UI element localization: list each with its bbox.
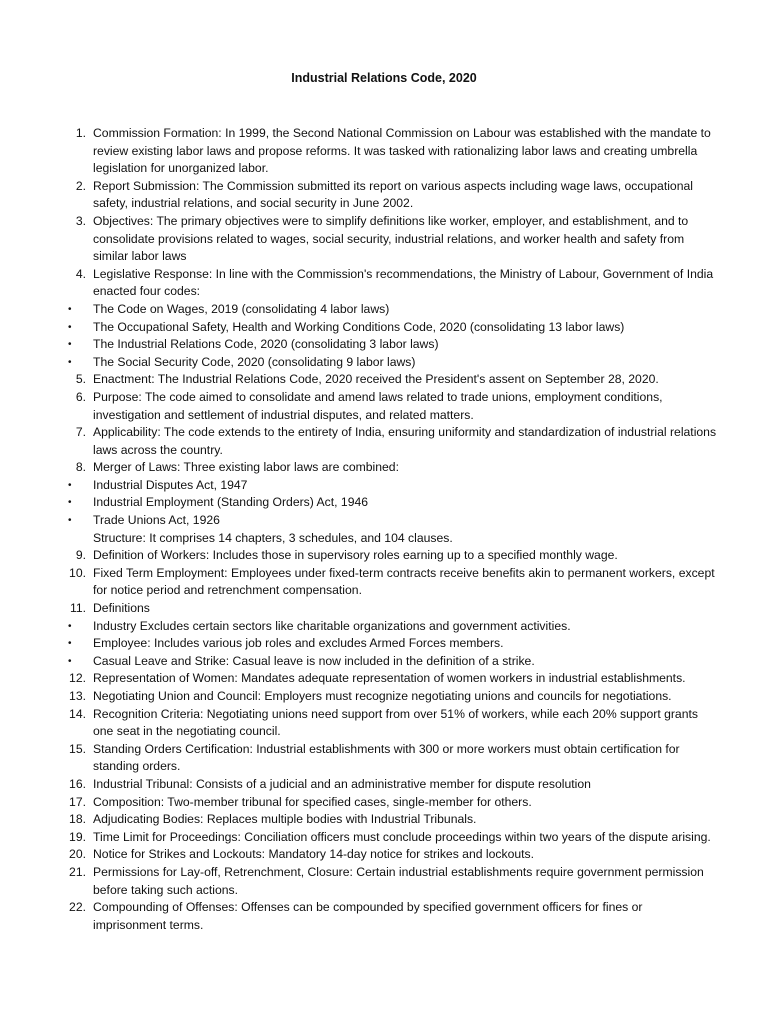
numbered-list xyxy=(0,125,768,934)
bullet-marker: • xyxy=(68,655,72,667)
bullet-item xyxy=(0,494,768,512)
list-item xyxy=(0,600,768,618)
list-item xyxy=(0,178,768,213)
item-text: Compounding of Offenses: Offenses can be compounded by specified government officers for fines or imprisonment terms. xyxy=(93,900,643,932)
bullet-marker: • xyxy=(68,356,72,368)
bullet-marker: • xyxy=(68,303,72,315)
item-number: 13. xyxy=(69,689,86,703)
bullet-marker: • xyxy=(68,497,72,509)
list-item xyxy=(0,864,768,899)
list-item xyxy=(0,741,768,776)
item-text: Standing Orders Certification: Industrial establishments with 300 or more workers must obtain certification for standing orders. xyxy=(93,741,680,774)
list-item xyxy=(0,670,768,688)
item-number: 3. xyxy=(75,213,86,228)
item-number: 22. xyxy=(69,900,86,915)
item-number: 10. xyxy=(69,565,86,580)
item-number: 15. xyxy=(69,741,86,756)
bullet-item xyxy=(0,319,768,337)
list-item xyxy=(0,706,768,741)
item-text: Industrial Tribunal: Consists of a judicial and an administrative member for dispute resolution xyxy=(93,776,591,791)
bullet-marker: • xyxy=(68,479,72,491)
item-text: Adjudicating Bodies: Replaces multiple bodies with Industrial Tribunals. xyxy=(93,812,477,827)
list-item xyxy=(0,459,768,477)
item-text: Merger of Laws: Three existing labor laws are combined: xyxy=(93,460,399,475)
item-text: Casual Leave and Strike: Casual leave is now included in the definition of a strike. xyxy=(93,653,535,668)
item-text: The Code on Wages, 2019 (consolidating 4 labor laws) xyxy=(93,301,390,316)
item-number: 4. xyxy=(75,266,86,281)
item-number: 6. xyxy=(75,389,86,404)
list-item xyxy=(0,125,768,178)
bullet-item xyxy=(0,653,768,671)
item-text: Definition of Workers: Includes those in supervisory roles earning up to a specified monthly wage. xyxy=(93,548,618,563)
item-number: 7. xyxy=(75,425,86,440)
list-item xyxy=(0,794,768,812)
item-number: 14. xyxy=(69,706,86,721)
item-number: 17. xyxy=(69,794,86,809)
item-text: Composition: Two-member tribunal for specified cases, single-member for others. xyxy=(93,794,532,809)
bullet-item xyxy=(0,477,768,495)
item-text: Commission Formation: In 1999, the Second National Commission on Labour was established with the mandate to review existing labor laws and propose reforms. It was tasked with rationalizing labor laws and creating umbrella legislation for unorganized labor. xyxy=(93,126,711,176)
item-text: The Social Security Code, 2020 (consolidating 9 labor laws) xyxy=(93,354,416,369)
list-item xyxy=(0,424,768,459)
item-text: Industrial Disputes Act, 1947 xyxy=(93,477,248,492)
item-text: Industrial Employment (Standing Orders) Act, 1946 xyxy=(93,495,369,510)
item-number: 11. xyxy=(69,601,86,616)
bullet-item xyxy=(0,354,768,372)
item-text: Fixed Term Employment: Employees under fixed-term contracts receive benefits akin to permanent workers, except for notice period and retrenchment compensation. xyxy=(93,565,715,598)
item-text: Permissions for Lay-off, Retrenchment, Closure: Certain industrial establishments require government permission before taking such actions. xyxy=(93,864,704,897)
item-text: Representation of Women: Mandates adequate representation of women workers in industrial establishments. xyxy=(93,671,686,686)
bullet-item xyxy=(0,301,768,319)
item-text: Time Limit for Proceedings: Conciliation officers must conclude proceedings within two years of the dispute arising. xyxy=(93,829,711,844)
list-item xyxy=(0,846,768,864)
item-text: Negotiating Union and Council: Employers must recognize negotiating unions and councils for negotiations. xyxy=(93,689,672,703)
item-text: Industry Excludes certain sectors like charitable organizations and government activities. xyxy=(93,618,571,633)
bullet-item xyxy=(0,512,768,530)
list-item xyxy=(0,829,768,847)
bullet-marker: • xyxy=(68,339,72,351)
item-text: The Occupational Safety, Health and Working Conditions Code, 2020 (consolidating 13 labor laws) xyxy=(93,319,625,334)
item-text: Notice for Strikes and Lockouts: Mandatory 14-day notice for strikes and lockouts. xyxy=(93,847,534,862)
item-text: Report Submission: The Commission submitted its report on various aspects including wage laws, occupational safety, industrial relations, and social security in June 2002. xyxy=(93,178,693,211)
item-number: 20. xyxy=(69,847,86,862)
document-title: Industrial Relations Code, 2020 xyxy=(291,71,477,85)
item-number: 12. xyxy=(69,671,86,686)
item-number: 9. xyxy=(75,548,86,563)
item-text: Objectives: The primary objectives were to simplify definitions like worker, employer, and establishment, and to consolidate provisions related to wages, social security, industrial relations, and worker health and safety from similar labor laws xyxy=(93,213,689,264)
bullet-marker: • xyxy=(68,620,72,632)
item-number: 1. xyxy=(75,126,86,140)
bullet-item xyxy=(0,635,768,653)
item-text: Trade Unions Act, 1926 xyxy=(93,513,220,528)
list-item xyxy=(0,776,768,794)
item-text: Purpose: The code aimed to consolidate and amend laws related to trade unions, employment conditions, investigation and settlement of industrial disputes, and related matters. xyxy=(93,389,663,422)
bullet-marker: • xyxy=(68,638,72,650)
item-text: Recognition Criteria: Negotiating unions need support from over 51% of workers, while each 20% support grants one seat in the negotiating council. xyxy=(93,706,698,739)
list-item xyxy=(0,371,768,389)
list-item xyxy=(0,899,768,934)
bullet-item xyxy=(0,618,768,636)
list-item xyxy=(0,266,768,301)
item-text: Structure: It comprises 14 chapters, 3 schedules, and 104 clauses. xyxy=(93,530,453,545)
item-number: 18. xyxy=(69,812,86,827)
bullet-marker: • xyxy=(68,321,72,333)
list-item xyxy=(0,688,768,706)
item-number: 21. xyxy=(69,864,86,879)
list-item xyxy=(0,565,768,600)
item-text: Legislative Response: In line with the Commission's recommendations, the Ministry of Labour, Government of India enacted four codes: xyxy=(93,266,714,299)
bullet-marker: • xyxy=(68,515,72,527)
item-text: The Industrial Relations Code, 2020 (consolidating 3 labor laws) xyxy=(93,337,439,352)
list-item xyxy=(0,547,768,565)
item-number: 8. xyxy=(75,460,86,475)
item-text: Applicability: The code extends to the entirety of India, ensuring uniformity and standardization of industrial relations laws across the country. xyxy=(93,425,717,457)
list-item xyxy=(0,530,768,548)
item-number: 16. xyxy=(69,776,86,791)
item-text: Enactment: The Industrial Relations Code, 2020 received the President's assent on September 28, 2020. xyxy=(93,372,659,387)
item-text: Employee: Includes various job roles and excludes Armed Forces members. xyxy=(93,636,504,651)
item-number: 19. xyxy=(69,829,86,844)
list-item xyxy=(0,213,768,266)
item-text: Definitions xyxy=(93,601,150,616)
item-number: 2. xyxy=(75,178,86,193)
list-item xyxy=(0,811,768,829)
list-item xyxy=(0,389,768,424)
bullet-item xyxy=(0,336,768,354)
item-number: 5. xyxy=(75,372,86,387)
